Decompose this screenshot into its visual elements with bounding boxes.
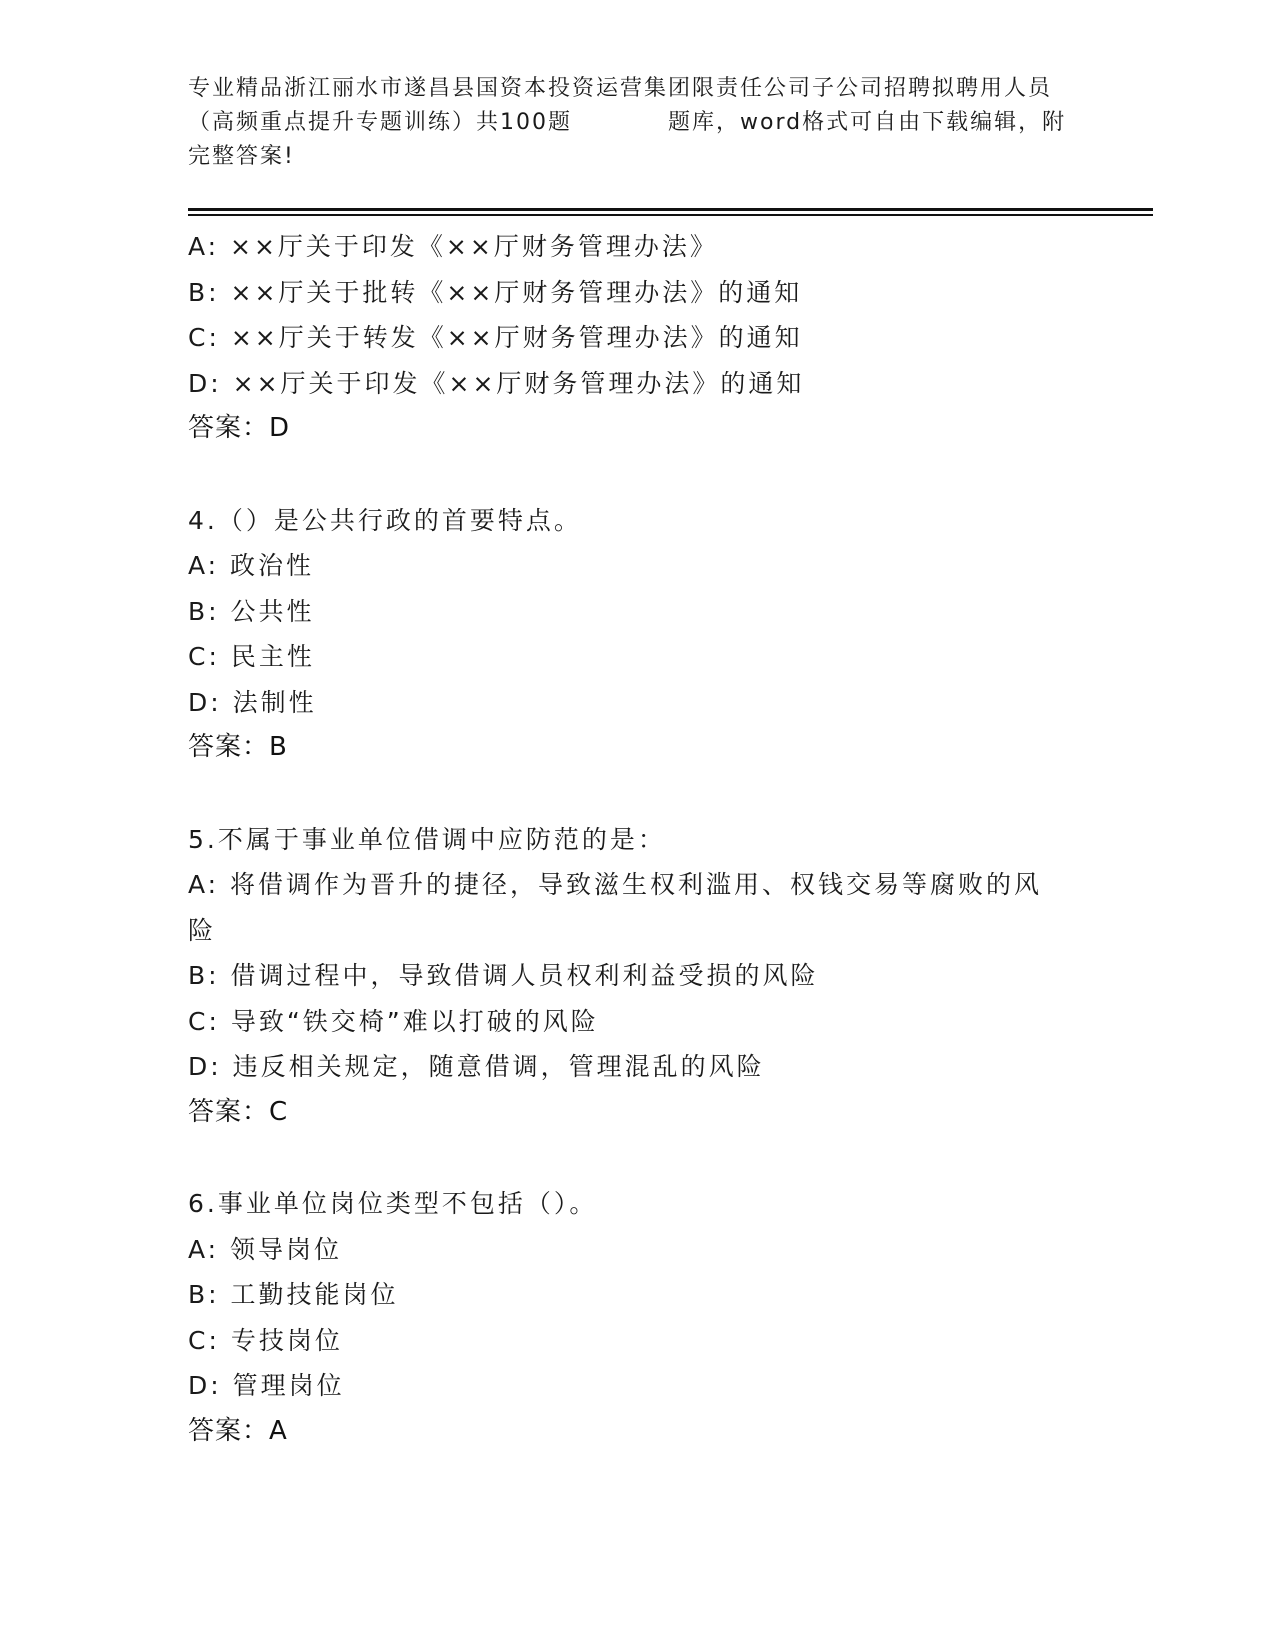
option-a: A: 将借调作为晋升的捷径，导致滋生权利滥用、权钱交易等腐败的风险 [188, 870, 1043, 945]
option-b: B: 借调过程中，导致借调人员权利利益受损的风险 [188, 961, 819, 990]
question-text: 6.事业单位岗位类型不包括（）。 [188, 1189, 598, 1218]
option-c: C: 专技岗位 [188, 1325, 343, 1355]
header-rule-thick [188, 208, 1153, 211]
question-5-block [188, 817, 1088, 1136]
document-header: 专业精品浙江丽水市遂昌县国资本投资运营集团限责任公司子公司招聘拟聘用人员（高频重点提升专题训练）共100题 题库，word格式可自由下载编辑，附完整答案! [188, 76, 1067, 169]
answer-line: 答案：A [188, 1415, 288, 1446]
option-b: B: 公共性 [188, 596, 315, 626]
question-text: 4.（）是公共行政的首要特点。 [188, 505, 582, 535]
option-b: B: ××厅关于批转《××厅财务管理办法》的通知 [188, 277, 803, 307]
answer-line: 答案：B [188, 732, 288, 762]
question-6-block [188, 1181, 1088, 1454]
answer-line: 答案：D [188, 413, 291, 443]
option-c: C: 导致“铁交椅”难以打破的风险 [188, 1006, 599, 1036]
question-list [188, 224, 1088, 1454]
spacer [188, 452, 1088, 498]
option-c: C: 民主性 [188, 642, 315, 671]
header-rule-thin [188, 214, 1153, 216]
option-d: D: 违反相关规定，随意借调，管理混乱的风险 [188, 1052, 765, 1081]
option-a: A: 政治性 [188, 551, 315, 580]
option-d: D: ××厅关于印发《××厅财务管理办法》的通知 [188, 368, 805, 398]
answer-line: 答案：C [188, 1096, 289, 1127]
option-b: B: 工勤技能岗位 [188, 1280, 399, 1309]
option-a: A: 领导岗位 [188, 1234, 343, 1264]
option-c: C: ××厅关于转发《××厅财务管理办法》的通知 [188, 323, 803, 352]
option-d: D: 管理岗位 [188, 1371, 345, 1400]
spacer [188, 1135, 1088, 1181]
question-text: 5.不属于事业单位借调中应防范的是： [188, 824, 666, 854]
question-4-block [188, 498, 1088, 771]
option-d: D: 法制性 [188, 687, 317, 717]
option-a: A: ××厅关于印发《××厅财务管理办法》 [188, 232, 718, 261]
spacer [188, 771, 1088, 817]
question-3-block [188, 224, 1088, 452]
